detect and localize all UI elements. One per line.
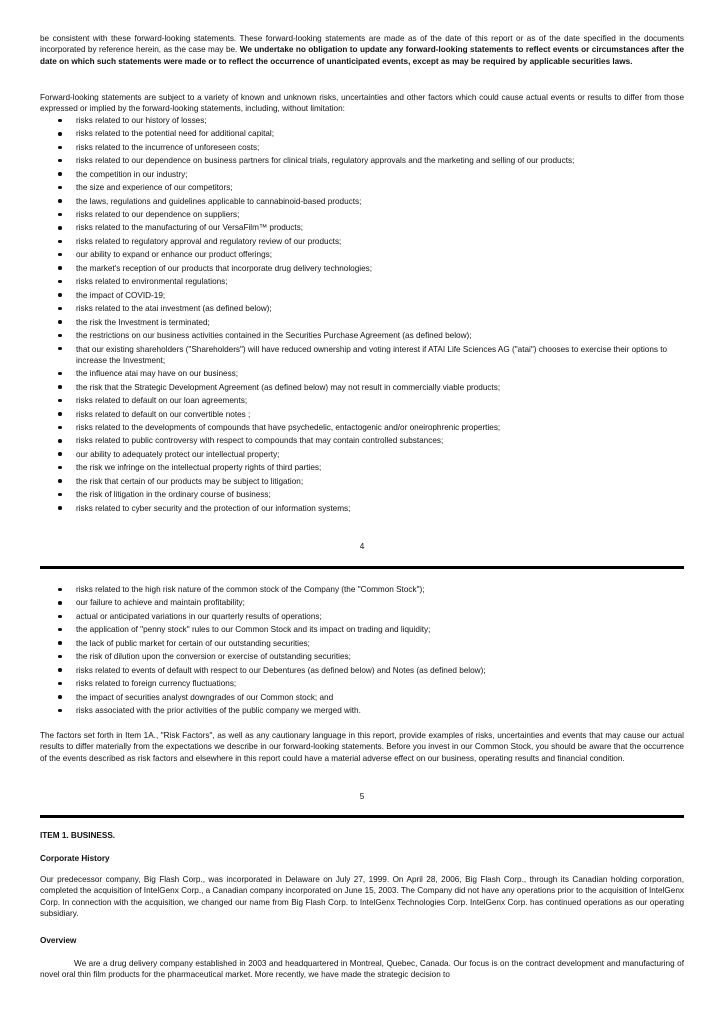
list-item: the risk that the Strategic Development Agreement (as defined below) may not result in commercially viable products; (40, 381, 684, 394)
list-item: the restrictions on our business activities contained in the Securities Purchase Agreement (as defined below); (40, 329, 684, 342)
list-item: the risk of litigation in the ordinary course of business; (40, 488, 684, 501)
list-item: risks related to default on our loan agreements; (40, 394, 684, 407)
list-item: the lack of public market for certain of our outstanding securities; (40, 637, 684, 650)
list-item: risks related to our dependence on suppliers; (40, 208, 684, 221)
list-item: that our existing shareholders ("Shareholders") will have reduced ownership and voting interest if ATAI Life Sciences AG ("atai") chooses to exercise their options to increase the Investment; (40, 343, 684, 368)
overview-heading: Overview (40, 936, 77, 945)
risk-list-page-4 (40, 114, 684, 515)
list-item: the impact of securities analyst downgrades of our Common stock; and (40, 691, 684, 704)
intro-plain-text: be consistent with these forward-looking statements. These forward-looking statements are made as of the date of this report or as of the date specified in the documents incorporated by reference herein, as the case may be. (40, 34, 684, 55)
factors-paragraph (40, 730, 684, 764)
factors-text: The factors set forth in Item 1A., "Risk Factors", as well as any cautionary language in this report, provide examples of risks, uncertainties and events that may cause our actual results to differ materially from the expectations we describe in our forward-looking statements. Before you invest in our Common Stock, you should be aware that the occurrence of the events described as risk factors and elsewhere in this report could have a material adverse effect on our business, operating results and financial condition. (40, 731, 684, 763)
list-item: the impact of COVID-19; (40, 289, 684, 302)
page-divider (40, 566, 684, 569)
page-divider (40, 815, 684, 818)
overview-paragraph (40, 958, 684, 981)
corporate-history-paragraph (40, 874, 684, 919)
list-item: our failure to achieve and maintain profitability; (40, 596, 684, 609)
list-item: risks related to the developments of compounds that have psychedelic, entactogenic and/or oneirophrenic properties; (40, 421, 684, 434)
list-item: risks related to the manufacturing of our VersaFilm™ products; (40, 221, 684, 234)
corporate-history-text: Our predecessor company, Big Flash Corp., was incorporated in Delaware on July 27, 1999. On April 28, 2006, Big Flash Corp., through its Canadian holding corporation, completed the acquisition of IntelGenx Corp., a Canadian company incorporated on June 15, 2003. The Company did not have any operations prior to the acquisition of IntelGenx Corp. In connection with the acquisition, we changed our name from Big Flash Corp. to IntelGenx Technologies Corp. IntelGenx Corp. has continued operations as our operating subsidiary. (40, 875, 684, 918)
list-item: risks related to the incurrence of unforeseen costs; (40, 141, 684, 154)
page-number: 5 (359, 792, 365, 801)
list-item: risks related to the high risk nature of the common stock of the Company (the "Common Stock"); (40, 583, 684, 596)
overview-text: We are a drug delivery company established in 2003 and headquartered in Montreal, Quebec, Canada. Our focus is on the contract development and manufacturing of novel oral thin film products for the pharmaceutical market. More recently, we have made the strategic decision to (40, 959, 684, 980)
list-item: risks related to cyber security and the protection of our information systems; (40, 502, 684, 515)
list-item: risks related to our history of losses; (40, 114, 684, 127)
list-item: risks related to foreign currency fluctuations; (40, 677, 684, 690)
list-item: risks related to regulatory approval and regulatory review of our products; (40, 235, 684, 248)
list-item: actual or anticipated variations in our quarterly results of operations; (40, 610, 684, 623)
list-item: risks associated with the prior activities of the public company we merged with. (40, 704, 684, 717)
list-item: the risk that certain of our products may be subject to litigation; (40, 475, 684, 488)
risk-list-page-5 (40, 583, 684, 718)
list-item: risks related to our dependence on business partners for clinical trials, regulatory approvals and the marketing and selling of our products; (40, 154, 684, 167)
corporate-history-heading: Corporate History (40, 854, 110, 863)
list-item: the size and experience of our competitors; (40, 181, 684, 194)
list-item: risks related to public controversy with respect to compounds that may contain controlled substances; (40, 434, 684, 447)
list-item: our ability to expand or enhance our product offerings; (40, 248, 684, 261)
item-heading: ITEM 1. BUSINESS. (40, 831, 116, 840)
list-item: risks related to the atai investment (as defined below); (40, 302, 684, 315)
list-item: the risk of dilution upon the conversion or exercise of outstanding securities; (40, 650, 684, 663)
list-item: risks related to environmental regulations; (40, 275, 684, 288)
list-item: risks related to default on our convertible notes ; (40, 408, 684, 421)
risk-intro-text: Forward-looking statements are subject to a variety of known and unknown risks, uncertainties and other factors which could cause actual events or results to differ from those expressed or implied by the forward-looking statements, including, without limitation: (40, 93, 684, 114)
list-item: the risk the Investment is terminated; (40, 316, 684, 329)
list-item: risks related to the potential need for additional capital; (40, 127, 684, 140)
list-item: the competition in our industry; (40, 168, 684, 181)
risk-intro-paragraph (40, 92, 684, 115)
list-item: the risk we infringe on the intellectual property rights of third parties; (40, 461, 684, 474)
list-item: the laws, regulations and guidelines applicable to cannabinoid-based products; (40, 195, 684, 208)
list-item: our ability to adequately protect our intellectual property; (40, 448, 684, 461)
list-item: risks related to events of default with respect to our Debentures (as defined below) and Notes (as defined below); (40, 664, 684, 677)
list-item: the application of "penny stock" rules to our Common Stock and its impact on trading and liquidity; (40, 623, 684, 636)
intro-bold-text: We undertake no obligation to update any forward-looking statements to reflect events or circumstances after the date on which such statements were made or to reflect the occurrence of unanticipated events, except as may be required by applicable securities laws. (40, 45, 684, 66)
page-number: 4 (359, 542, 365, 551)
intro-paragraph (40, 33, 684, 67)
list-item: the market's reception of our products that incorporate drug delivery technologies; (40, 262, 684, 275)
list-item: the influence atai may have on our business; (40, 367, 684, 380)
